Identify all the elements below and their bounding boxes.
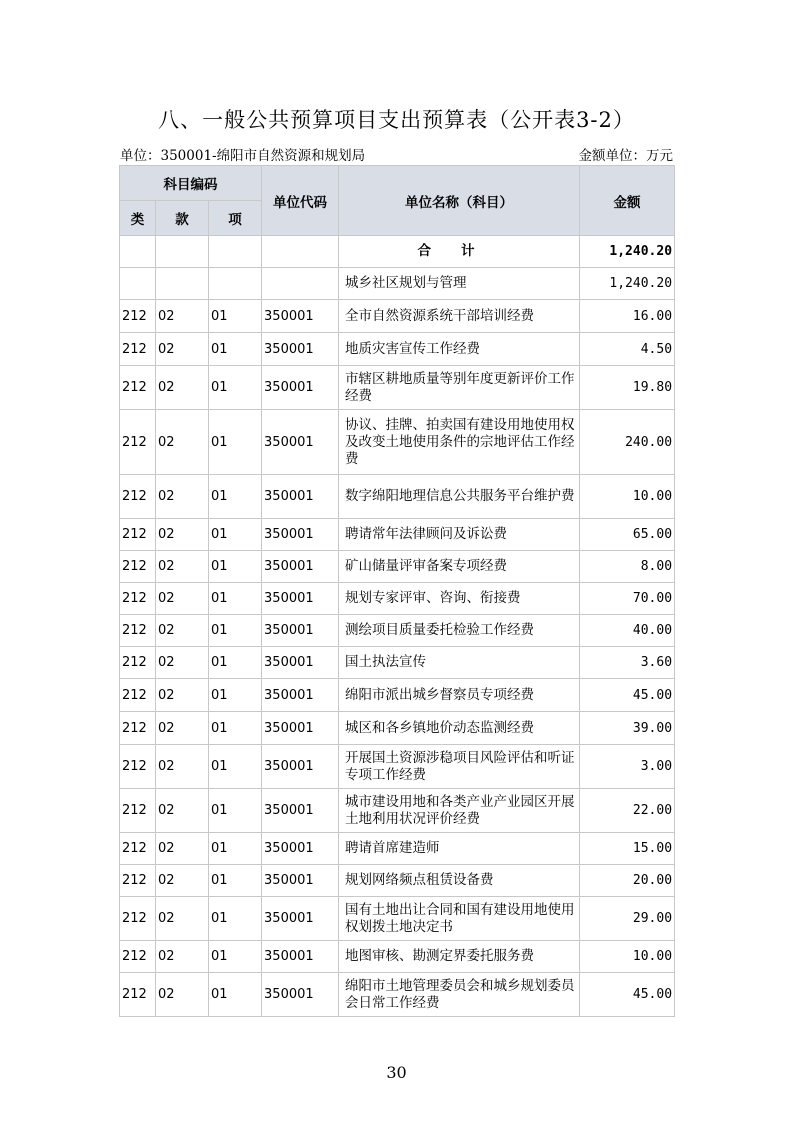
table-row	[120, 647, 675, 679]
cell-amount: 4.50	[580, 333, 675, 366]
cell-unit-code: 350001	[262, 789, 339, 833]
cell-lei: 212	[120, 865, 156, 897]
table-row	[120, 897, 675, 941]
cell-lei: 212	[120, 973, 156, 1017]
cell-unit-code: 350001	[262, 333, 339, 366]
cell-xiang: 01	[209, 745, 262, 789]
cell-unit-name: 协议、挂牌、拍卖国有建设用地使用权及改变土地使用条件的宗地评估工作经费	[339, 410, 580, 475]
category-amount: 1,240.20	[580, 268, 675, 300]
cell-xiang: 01	[209, 897, 262, 941]
cell-unit-name: 国有土地出让合同和国有建设用地使用权划拨土地决定书	[339, 897, 580, 941]
cell-unit-name: 数字绵阳地理信息公共服务平台维护费	[339, 475, 580, 519]
cell-amount: 3.60	[580, 647, 675, 679]
table-body	[120, 236, 675, 1017]
cell-kuan: 02	[156, 897, 209, 941]
cell-xiang: 01	[209, 300, 262, 333]
category-name: 城乡社区规划与管理	[339, 268, 580, 300]
cell-xiang: 01	[209, 789, 262, 833]
cell-xiang: 01	[209, 366, 262, 410]
cell-amount: 19.80	[580, 366, 675, 410]
cell-xiang: 01	[209, 410, 262, 475]
cell-lei: 212	[120, 679, 156, 712]
cell-kuan: 02	[156, 865, 209, 897]
table-row	[120, 865, 675, 897]
cell-amount: 29.00	[580, 897, 675, 941]
cell-kuan: 02	[156, 745, 209, 789]
table-row	[120, 712, 675, 745]
cell-xiang: 01	[209, 551, 262, 583]
cell-unit-name: 地质灾害宣传工作经费	[339, 333, 580, 366]
amount-unit-label: 金额单位：万元	[578, 148, 673, 164]
cell-unit-code: 350001	[262, 583, 339, 615]
table-row	[120, 551, 675, 583]
cell-amount: 65.00	[580, 519, 675, 551]
cell-unit-code: 350001	[262, 300, 339, 333]
cell-unit-code: 350001	[262, 366, 339, 410]
cell-unit-name: 全市自然资源系统干部培训经费	[339, 300, 580, 333]
cell-unit-name: 绵阳市派出城乡督察员专项经费	[339, 679, 580, 712]
cell-unit-name: 矿山储量评审备案专项经费	[339, 551, 580, 583]
header-subject-code: 科目编码	[120, 166, 262, 201]
cell-xiang: 01	[209, 973, 262, 1017]
header-kuan: 款	[156, 201, 209, 236]
cell-kuan: 02	[156, 333, 209, 366]
cell-lei: 212	[120, 833, 156, 865]
cell-lei: 212	[120, 333, 156, 366]
cell-unit-name: 规划专家评审、咨询、衔接费	[339, 583, 580, 615]
cell-unit-code: 350001	[262, 647, 339, 679]
header-lei: 类	[120, 201, 156, 236]
cell-amount: 70.00	[580, 583, 675, 615]
table-row	[120, 679, 675, 712]
table-row	[120, 300, 675, 333]
header-unit-code: 单位代码	[262, 166, 339, 236]
table-row	[120, 519, 675, 551]
cell-kuan: 02	[156, 973, 209, 1017]
cell-amount: 15.00	[580, 833, 675, 865]
cell-lei: 212	[120, 410, 156, 475]
cell-unit-code: 350001	[262, 410, 339, 475]
cell-lei: 212	[120, 789, 156, 833]
cell-amount: 16.00	[580, 300, 675, 333]
budget-table	[119, 165, 675, 1017]
cell-unit-name: 规划网络频点租赁设备费	[339, 865, 580, 897]
cell-amount: 10.00	[580, 941, 675, 973]
table-row	[120, 833, 675, 865]
cell-xiang: 01	[209, 333, 262, 366]
cell-amount: 3.00	[580, 745, 675, 789]
cell-unit-code: 350001	[262, 475, 339, 519]
cell-lei: 212	[120, 583, 156, 615]
cell-lei: 212	[120, 941, 156, 973]
table-row	[120, 410, 675, 475]
header-xiang: 项	[209, 201, 262, 236]
cell-amount: 45.00	[580, 973, 675, 1017]
cell-amount: 45.00	[580, 679, 675, 712]
cell-xiang: 01	[209, 475, 262, 519]
page-number: 30	[386, 1063, 407, 1082]
cell-unit-name: 市辖区耕地质量等别年度更新评价工作经费	[339, 366, 580, 410]
cell-kuan: 02	[156, 475, 209, 519]
cell-kuan: 02	[156, 366, 209, 410]
cell-lei: 212	[120, 647, 156, 679]
cell-amount: 22.00	[580, 789, 675, 833]
cell-unit-name: 开展国土资源涉稳项目风险评估和听证专项工作经费	[339, 745, 580, 789]
cell-unit-name: 测绘项目质量委托检验工作经费	[339, 615, 580, 647]
cell-xiang: 01	[209, 615, 262, 647]
table-row	[120, 475, 675, 519]
cell-unit-code: 350001	[262, 712, 339, 745]
cell-kuan: 02	[156, 712, 209, 745]
cell-unit-code: 350001	[262, 551, 339, 583]
cell-kuan: 02	[156, 583, 209, 615]
cell-lei: 212	[120, 745, 156, 789]
cell-kuan: 02	[156, 789, 209, 833]
cell-amount: 10.00	[580, 475, 675, 519]
cell-unit-name: 聘请常年法律顾问及诉讼费	[339, 519, 580, 551]
cell-unit-code: 350001	[262, 679, 339, 712]
cell-xiang: 01	[209, 519, 262, 551]
table-row	[120, 366, 675, 410]
cell-unit-name: 城市建设用地和各类产业产业园区开展土地利用状况评价经费	[339, 789, 580, 833]
cell-unit-code: 350001	[262, 897, 339, 941]
cell-lei: 212	[120, 712, 156, 745]
cell-xiang: 01	[209, 833, 262, 865]
cell-kuan: 02	[156, 300, 209, 333]
cell-amount: 240.00	[580, 410, 675, 475]
cell-unit-code: 350001	[262, 973, 339, 1017]
cell-lei: 212	[120, 475, 156, 519]
total-amount: 1,240.20	[580, 236, 675, 268]
cell-kuan: 02	[156, 833, 209, 865]
cell-xiang: 01	[209, 679, 262, 712]
total-row	[120, 236, 675, 268]
cell-amount: 40.00	[580, 615, 675, 647]
cell-amount: 8.00	[580, 551, 675, 583]
total-label: 合计	[339, 236, 580, 268]
cell-kuan: 02	[156, 519, 209, 551]
cell-kuan: 02	[156, 941, 209, 973]
cell-kuan: 02	[156, 615, 209, 647]
cell-unit-code: 350001	[262, 833, 339, 865]
cell-unit-code: 350001	[262, 519, 339, 551]
header-unit-name: 单位名称（科目）	[339, 166, 580, 236]
table-row	[120, 333, 675, 366]
cell-xiang: 01	[209, 865, 262, 897]
page-title: 八、一般公共预算项目支出预算表（公开表3-2）	[158, 108, 635, 132]
unit-label: 单位：350001-绵阳市自然资源和规划局	[120, 148, 366, 164]
cell-lei: 212	[120, 551, 156, 583]
cell-unit-code: 350001	[262, 865, 339, 897]
table-row	[120, 941, 675, 973]
cell-kuan: 02	[156, 410, 209, 475]
cell-lei: 212	[120, 300, 156, 333]
cell-unit-name: 绵阳市土地管理委员会和城乡规划委员会日常工作经费	[339, 973, 580, 1017]
cell-unit-name: 地图审核、勘测定界委托服务费	[339, 941, 580, 973]
cell-xiang: 01	[209, 941, 262, 973]
cell-amount: 39.00	[580, 712, 675, 745]
cell-lei: 212	[120, 519, 156, 551]
category-row	[120, 268, 675, 300]
cell-amount: 20.00	[580, 865, 675, 897]
table-row	[120, 583, 675, 615]
cell-unit-name: 国土执法宣传	[339, 647, 580, 679]
cell-lei: 212	[120, 615, 156, 647]
cell-xiang: 01	[209, 583, 262, 615]
cell-xiang: 01	[209, 647, 262, 679]
cell-lei: 212	[120, 366, 156, 410]
cell-kuan: 02	[156, 647, 209, 679]
cell-kuan: 02	[156, 679, 209, 712]
table-row	[120, 789, 675, 833]
cell-lei: 212	[120, 897, 156, 941]
cell-unit-name: 城区和各乡镇地价动态监测经费	[339, 712, 580, 745]
table-row	[120, 745, 675, 789]
cell-unit-name: 聘请首席建造师	[339, 833, 580, 865]
cell-unit-code: 350001	[262, 615, 339, 647]
table-row	[120, 615, 675, 647]
cell-unit-code: 350001	[262, 941, 339, 973]
cell-kuan: 02	[156, 551, 209, 583]
table-row	[120, 973, 675, 1017]
header-amount: 金额	[580, 166, 675, 236]
cell-xiang: 01	[209, 712, 262, 745]
cell-unit-code: 350001	[262, 745, 339, 789]
